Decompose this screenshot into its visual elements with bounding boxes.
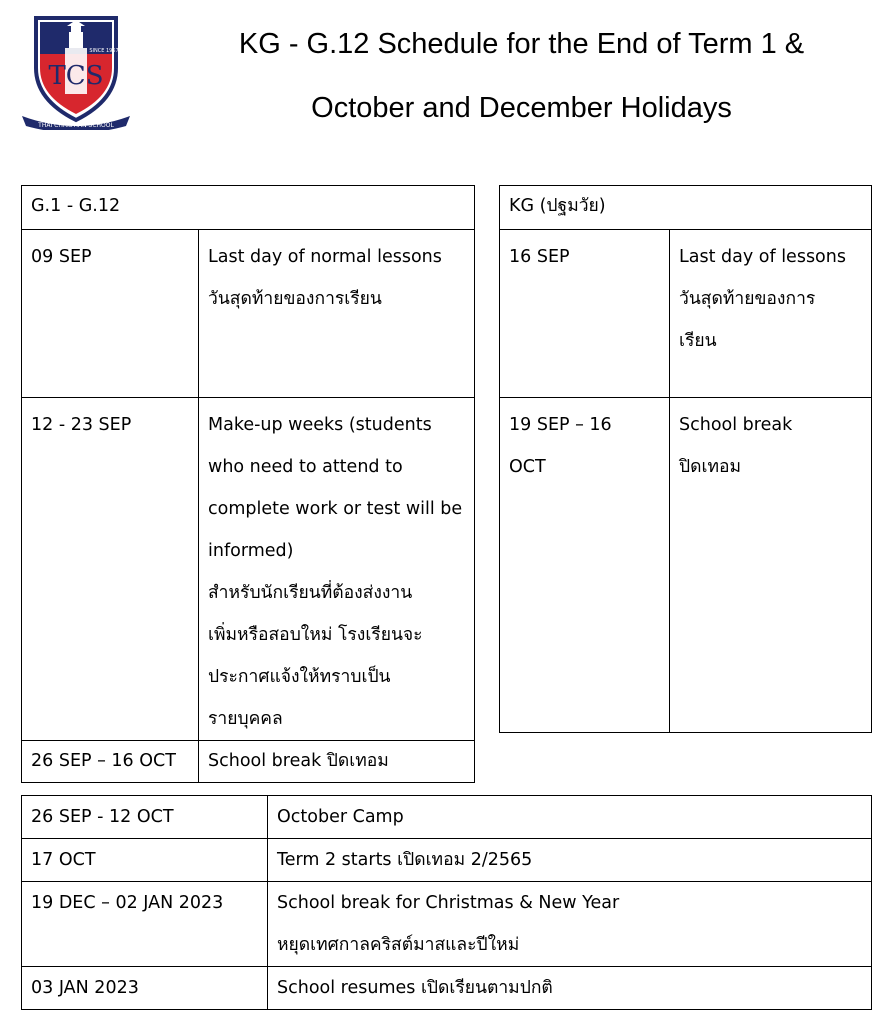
description-cell	[268, 796, 872, 839]
date-cell: 16 SEP	[500, 230, 670, 398]
description-line: วันสุดท้ายของการเรียน	[208, 289, 382, 309]
table-row	[22, 839, 872, 882]
description-line: Term 2 starts เปิดเทอม 2/2565	[277, 850, 533, 870]
description-line: School resumes เปิดเรียนตามปกติ	[277, 978, 553, 998]
description-cell	[670, 398, 872, 733]
description-line: สำหรับนักเรียนที่ต้องส่งงาน	[208, 583, 413, 603]
date-cell: 26 SEP - 12 OCT	[22, 796, 268, 839]
description-line: informed)	[208, 541, 294, 561]
date-cell: 17 OCT	[22, 839, 268, 882]
description-line: วันสุดท้ายของการ	[679, 289, 816, 309]
table-row	[22, 967, 872, 1010]
description-line: who need to attend to	[208, 457, 403, 477]
page-title-line-1: KG - G.12 Schedule for the End of Term 1 &	[238, 28, 805, 60]
description-line: ปิดเทอม	[679, 457, 742, 477]
logo-initials: TCS	[48, 61, 104, 91]
table-row	[500, 230, 872, 398]
logo-banner: THAI CHRISTIAN SCHOOL	[38, 122, 114, 129]
table-row	[22, 230, 475, 398]
grades-table-header: G.1 - G.12	[22, 186, 475, 230]
table-row	[22, 882, 872, 967]
page-title-line-2: October and December Holidays	[311, 92, 732, 124]
date-cell: 12 - 23 SEP	[22, 398, 199, 741]
grades-schedule-table	[21, 185, 475, 783]
table-row	[22, 796, 872, 839]
description-line: ประกาศแจ้งให้ทราบเป็น	[208, 667, 391, 687]
description-line: เรียน	[679, 331, 717, 351]
description-cell	[199, 741, 475, 783]
description-cell	[199, 398, 475, 741]
description-line: October Camp	[277, 807, 404, 827]
date-cell	[500, 398, 670, 733]
description-line: School break ปิดเทอม	[208, 751, 389, 771]
description-cell	[268, 839, 872, 882]
table-row	[500, 398, 872, 733]
description-cell	[268, 967, 872, 1010]
table-row	[22, 398, 475, 741]
date-line: OCT	[509, 457, 546, 477]
description-line: รายบุคคล	[208, 709, 283, 729]
description-line: หยุดเทศกาลคริสต์มาสและปีใหม่	[277, 935, 520, 955]
description-cell	[199, 230, 475, 398]
date-line: 19 SEP – 16	[509, 415, 612, 435]
date-cell: 19 DEC – 02 JAN 2023	[22, 882, 268, 967]
description-line: School break	[679, 415, 793, 435]
school-logo	[20, 12, 132, 130]
description-line: complete work or test will be	[208, 499, 463, 519]
description-cell	[670, 230, 872, 398]
date-cell: 26 SEP – 16 OCT	[22, 741, 199, 783]
description-cell	[268, 882, 872, 967]
kg-schedule-table	[499, 185, 872, 733]
logo-since: SINCE 1967	[89, 48, 119, 54]
holiday-events-table	[21, 795, 872, 1010]
description-line: เพิ่มหรือสอบใหม่ โรงเรียนจะ	[208, 625, 423, 645]
date-cell: 03 JAN 2023	[22, 967, 268, 1010]
description-line: Make-up weeks (students	[208, 415, 432, 435]
date-cell: 09 SEP	[22, 230, 199, 398]
description-line: School break for Christmas & New Year	[277, 893, 620, 913]
kg-table-header: KG (ปฐมวัย)	[500, 186, 872, 230]
description-line: Last day of lessons	[679, 247, 846, 267]
description-line: Last day of normal lessons	[208, 247, 442, 267]
table-row	[22, 741, 475, 783]
